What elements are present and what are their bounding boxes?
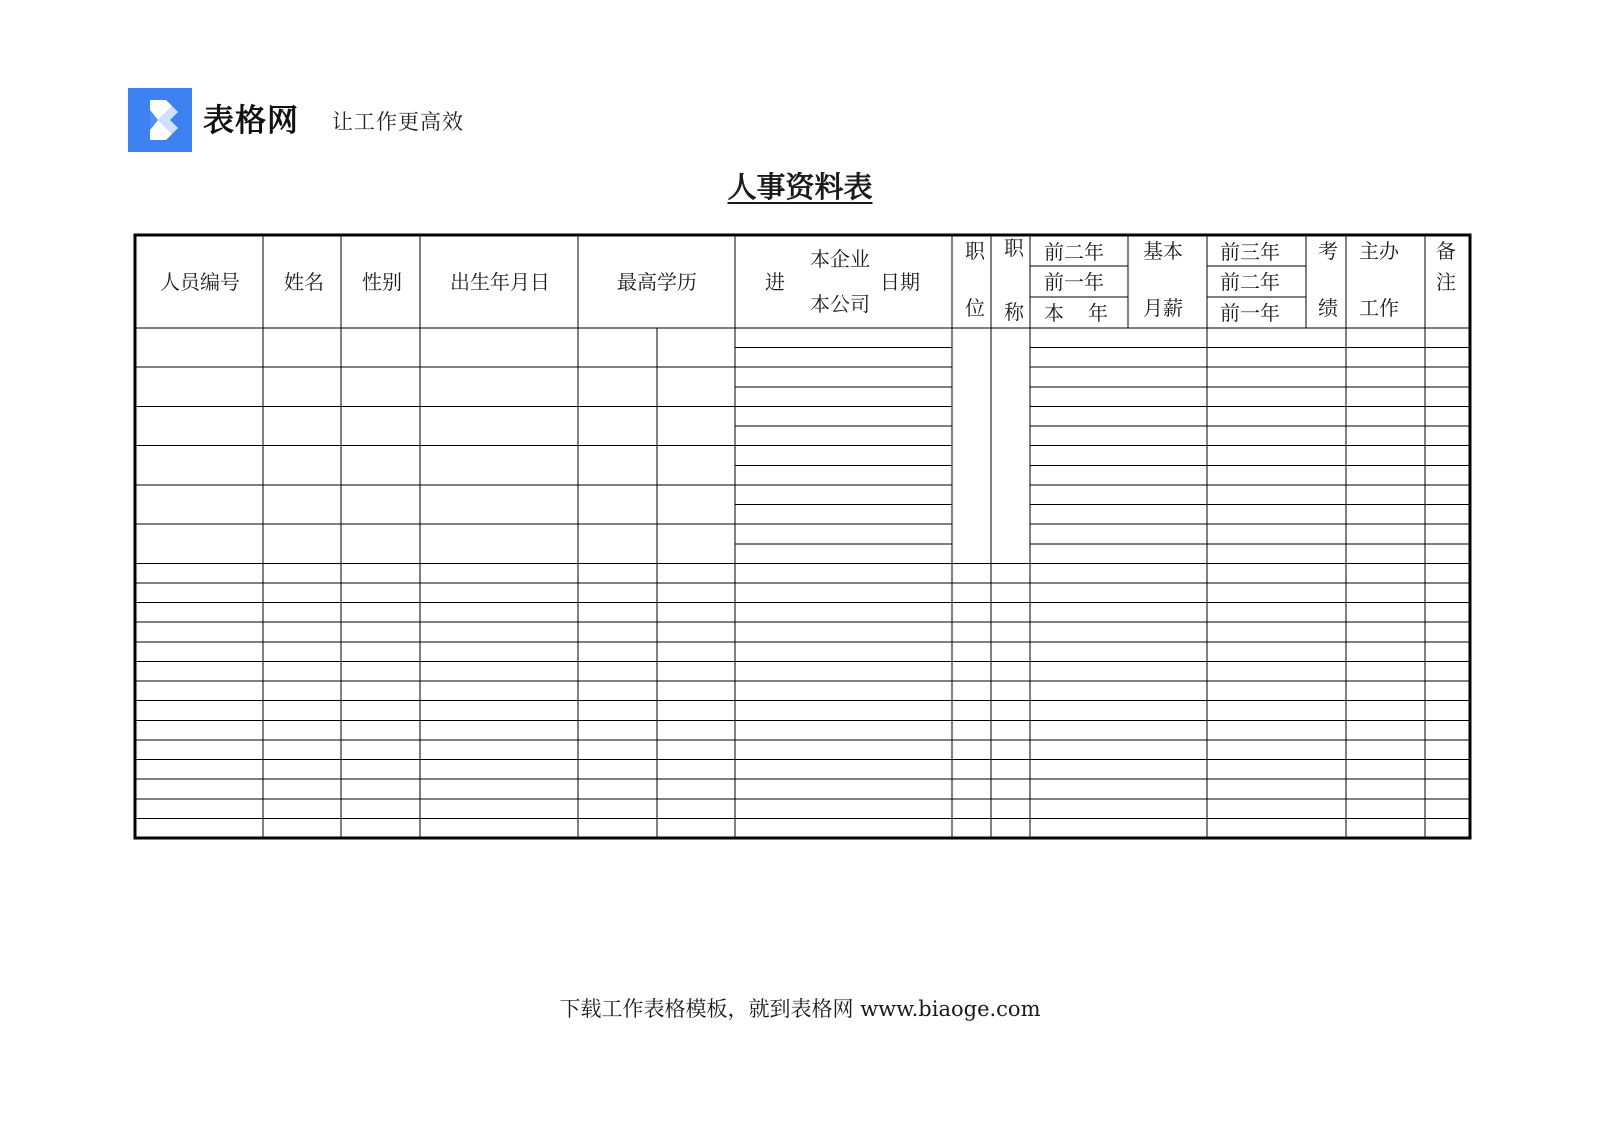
- header-main-work-1: 主办: [1359, 239, 1399, 263]
- header-main-work-2: 工作: [1359, 296, 1399, 320]
- header-join-suffix: 日期: [880, 270, 920, 294]
- table-frame: [135, 235, 1470, 838]
- header-eval-one-before: 前一年: [1220, 301, 1280, 325]
- header-title-1: 职: [1004, 236, 1024, 260]
- header-eval-three-before: 前三年: [1220, 240, 1280, 264]
- header-eval-two-before: 前二年: [1220, 270, 1280, 294]
- brand-slogan: 让工作更高效: [332, 110, 464, 134]
- header-base-salary-1: 基本: [1143, 239, 1183, 263]
- page-title-text: 人事资料表: [727, 170, 873, 204]
- header-join-company-2: 本公司: [810, 292, 870, 316]
- header-education: 最高学历: [617, 270, 697, 294]
- header-performance-2: 绩: [1318, 296, 1338, 320]
- header-gender: 性别: [362, 270, 402, 294]
- header-name: 姓名: [284, 270, 324, 294]
- table-grid: [135, 235, 1470, 838]
- header-year-two-before: 前二年: [1044, 240, 1104, 264]
- header-join-prefix: 进: [765, 270, 785, 294]
- brand-name: 表格网: [203, 103, 299, 139]
- header-position-2: 位: [965, 296, 985, 320]
- header-year-current-1: 本: [1044, 301, 1064, 325]
- header-employee-id: 人员编号: [160, 270, 240, 294]
- header-year-one-before: 前一年: [1044, 270, 1104, 294]
- header-birth-date: 出生年月日: [450, 270, 550, 294]
- header-performance-1: 考: [1318, 239, 1338, 263]
- header-remarks-2: 注: [1436, 270, 1456, 294]
- header-year-current-2: 年: [1088, 301, 1108, 325]
- header-title-2: 称: [1004, 300, 1024, 324]
- header-position-1: 职: [965, 239, 985, 263]
- header-remarks-1: 备: [1436, 239, 1456, 263]
- header-join-company-1: 本企业: [810, 247, 870, 271]
- header-base-salary-2: 月薪: [1143, 296, 1183, 320]
- footer-text: 下载工作表格模板，就到表格网 www.biaoge.com: [559, 997, 1041, 1021]
